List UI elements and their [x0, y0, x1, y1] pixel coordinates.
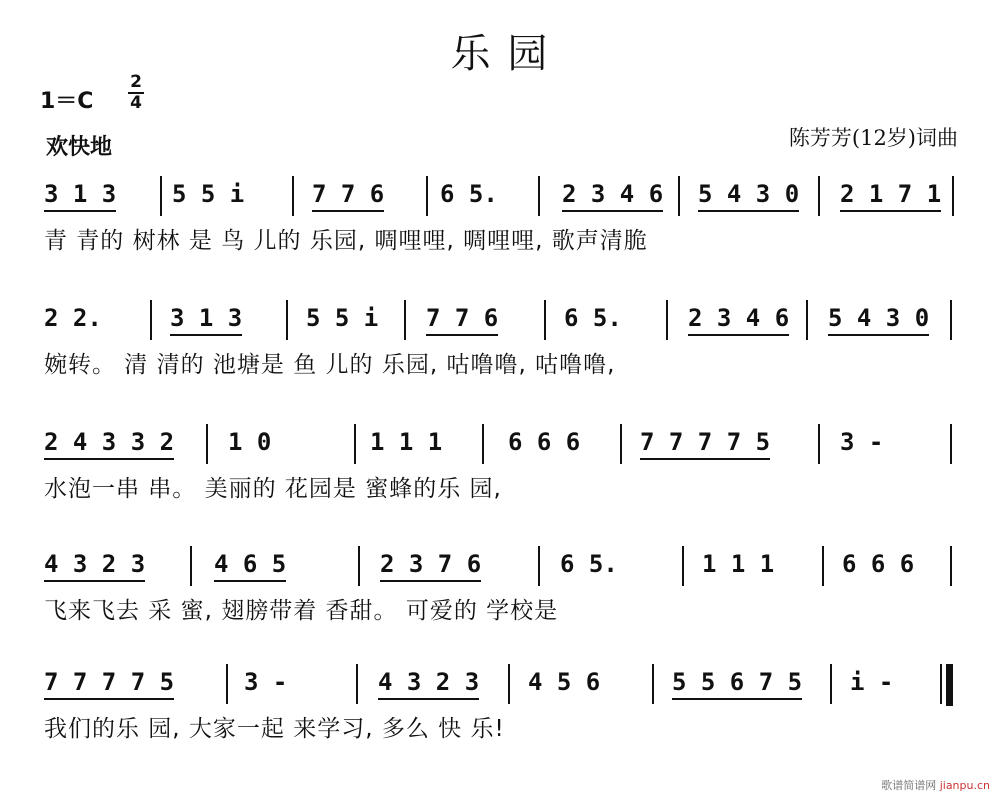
barline [538, 176, 540, 216]
measure-5-2: 3 - [244, 668, 288, 696]
barline [206, 424, 208, 464]
barline [160, 176, 162, 216]
lyric-line-5: 我们的乐 园, 大家一起 来学习, 多么 快 乐! [44, 716, 505, 742]
time-signature-bottom: 4 [130, 93, 142, 113]
measure-3-4: 6 6 6 [508, 428, 581, 456]
barline [818, 176, 820, 216]
measure-1-3: 7 7 6 [312, 180, 384, 208]
measure-3-6: 3 - [840, 428, 884, 456]
measure-4-1: 4 3 2 3 [44, 550, 145, 578]
measure-1-7: 2 1 7 1 [840, 180, 941, 208]
barline [950, 424, 952, 464]
barline [620, 424, 622, 464]
lyric-line-1: 青 青的 树林 是 鸟 儿的 乐园, 啁哩哩, 啁哩哩, 歌声清脆 [44, 228, 648, 254]
measure-2-4: 7 7 6 [426, 304, 498, 332]
barline [508, 664, 510, 704]
measure-1-5: 2 3 4 6 [562, 180, 663, 208]
measure-1-6: 5 4 3 0 [698, 180, 799, 208]
measure-2-1: 2 2. [44, 304, 102, 332]
measure-5-1: 7 7 7 7 5 [44, 668, 174, 696]
barline [426, 176, 428, 216]
barline [358, 546, 360, 586]
lyric-line-2: 婉转。 清 清的 池塘是 鱼 儿的 乐园, 咕噜噜, 咕噜噜, [44, 352, 616, 378]
measure-4-3: 2 3 7 6 [380, 550, 481, 578]
barline [950, 300, 952, 340]
barline [482, 424, 484, 464]
measure-2-7: 5 4 3 0 [828, 304, 929, 332]
barline [678, 176, 680, 216]
barline [952, 176, 954, 216]
barline [682, 546, 684, 586]
page-title: 乐 园 [450, 31, 550, 77]
barline [822, 546, 824, 586]
watermark-site-en: jianpu.cn [939, 779, 990, 792]
barline [652, 664, 654, 704]
barline [292, 176, 294, 216]
barline [830, 664, 832, 704]
lyric-line-3: 水泡一串 串。 美丽的 花园是 蜜蜂的乐 园, [44, 476, 502, 502]
measure-4-2: 4 6 5 [214, 550, 286, 578]
barline [818, 424, 820, 464]
measure-5-4: 4 5 6 [528, 668, 601, 696]
measure-4-4: 6 5. [560, 550, 618, 578]
time-signature [128, 74, 144, 112]
measure-1-2: 5 5 i [172, 180, 245, 208]
measure-5-3: 4 3 2 3 [378, 668, 479, 696]
barline [940, 664, 942, 704]
barline [190, 546, 192, 586]
barline [226, 664, 228, 704]
measure-1-4: 6 5. [440, 180, 498, 208]
barline [354, 424, 356, 464]
measure-3-3: 1 1 1 [370, 428, 443, 456]
measure-2-3: 5 5 i [306, 304, 379, 332]
barline [544, 300, 546, 340]
author-credit: 陈芳芳(12岁)词曲 [788, 126, 958, 150]
measure-2-2: 3 1 3 [170, 304, 242, 332]
barline [150, 300, 152, 340]
tempo-marking: 欢快地 [46, 135, 113, 160]
barline [356, 664, 358, 704]
time-signature-top: 2 [130, 72, 142, 92]
barline [806, 300, 808, 340]
lyric-line-4: 飞来飞去 采 蜜, 翅膀带着 香甜。 可爱的 学校是 [44, 598, 559, 624]
measure-2-5: 6 5. [564, 304, 622, 332]
watermark [881, 777, 990, 793]
measure-3-2: 1 0 [228, 428, 272, 456]
measure-5-6: i - [850, 668, 894, 696]
barline [950, 546, 952, 586]
watermark-site-cn: 歌谱简谱网 [881, 779, 937, 792]
key-signature: 1＝C [40, 89, 94, 114]
barline [538, 546, 540, 586]
barline [666, 300, 668, 340]
measure-4-5: 1 1 1 [702, 550, 775, 578]
measure-3-1: 2 4 3 3 2 [44, 428, 174, 456]
measure-5-5: 5 5 6 7 5 [672, 668, 802, 696]
barline [404, 300, 406, 340]
barline [286, 300, 288, 340]
measure-2-6: 2 3 4 6 [688, 304, 789, 332]
measure-1-1: 3 1 3 [44, 180, 116, 208]
measure-4-6: 6 6 6 [842, 550, 915, 578]
measure-3-5: 7 7 7 7 5 [640, 428, 770, 456]
final-barline [946, 664, 953, 706]
